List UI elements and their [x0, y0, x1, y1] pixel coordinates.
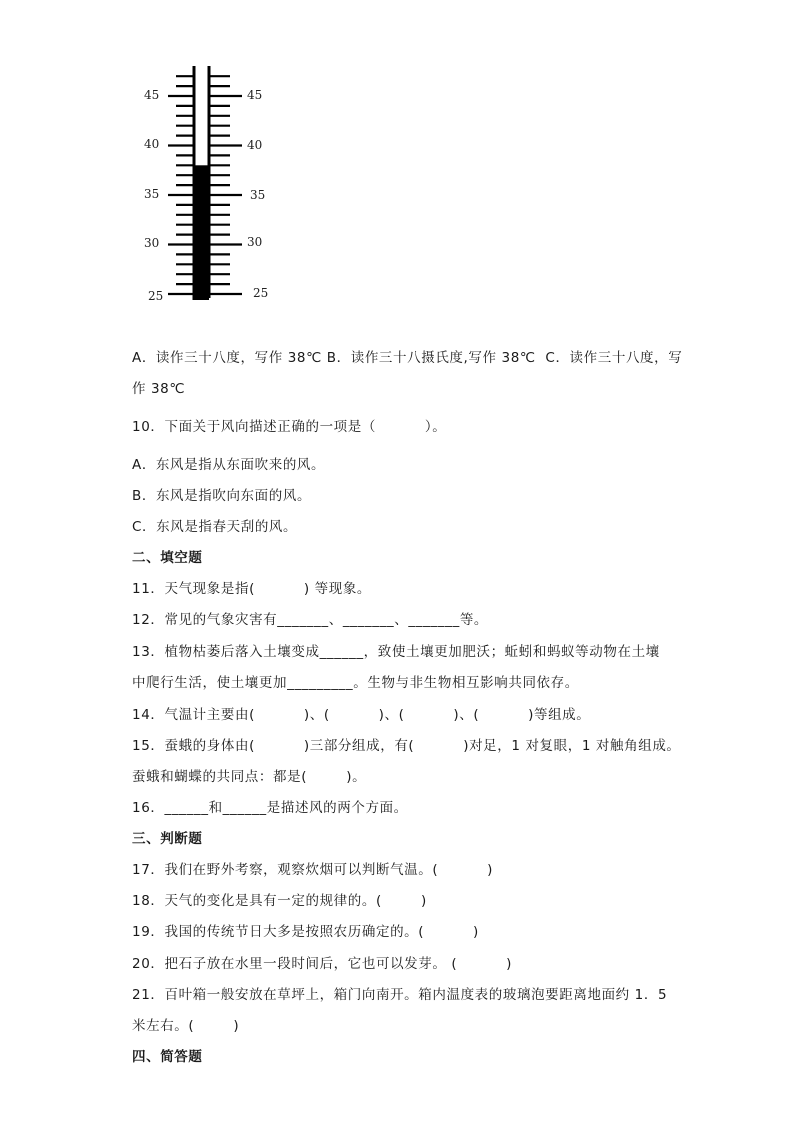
- question-15-continuation: 蚕蛾和蝴蝶的共同点：都是( )。: [132, 769, 367, 785]
- q10-option-c: C．东风是指春天刮的风。: [132, 519, 298, 535]
- q9-options-line: A．读作三十八度，写作 38℃ B．读作三十八摄氏度,写作 38℃ C．读作三十八度，写: [132, 350, 683, 366]
- question-12: 12．常见的气象灾害有_______、_______、_______等。: [132, 612, 489, 628]
- question-17: 17．我们在野外考察，观察炊烟可以判断气温。( ): [132, 862, 494, 878]
- thermometer-label-right-35: 35: [250, 188, 266, 202]
- q9-options-continuation: 作 38℃: [132, 381, 186, 397]
- thermometer-label-left-35: 35: [144, 187, 160, 201]
- question-20: 20．把石子放在水里一段时间后，它也可以发芽。 ( ): [132, 956, 513, 972]
- section-heading-true-false: 三、判断题: [132, 831, 203, 847]
- thermometer-label-right-30: 30: [247, 235, 263, 249]
- thermometer-label-left-40: 40: [144, 137, 160, 151]
- section-heading-short-answer: 四、简答题: [132, 1049, 203, 1065]
- question-21: 21．百叶箱一般安放在草坪上，箱门向南开。箱内温度表的玻璃泡要距离地面约 1．5: [132, 987, 668, 1003]
- thermometer-label-left-30: 30: [144, 236, 160, 250]
- thermometer-figure: [130, 58, 290, 308]
- question-15: 15．蚕蛾的身体由( )三部分组成，有( )对足，1 对复眼，1 对触角组成。: [132, 738, 681, 754]
- question-18: 18．天气的变化是具有一定的规律的。( ): [132, 893, 427, 909]
- thermometer-label-left-45: 45: [144, 88, 160, 102]
- section-heading-fill-blank: 二、填空题: [132, 550, 203, 566]
- q10-option-a: A．东风是指从东面吹来的风。: [132, 457, 326, 473]
- thermometer-label-right-40: 40: [247, 138, 263, 152]
- question-13-continuation: 中爬行生活，使土壤更加_________。生物与非生物相互影响共同依存。: [132, 675, 579, 691]
- thermometer-label-left-25: 25: [148, 289, 164, 303]
- thermometer-label-right-45: 45: [247, 88, 263, 102]
- q10-option-b: B．东风是指吹向东面的风。: [132, 488, 312, 504]
- question-14: 14．气温计主要由( )、( )、( )、( )等组成。: [132, 707, 591, 723]
- question-21-continuation: 米左右。( ): [132, 1018, 240, 1034]
- question-11: 11．天气现象是指( ) 等现象。: [132, 581, 372, 597]
- question-13: 13．植物枯萎后落入土壤变成______，致使土壤更加肥沃；蚯蚓和蚂蚁等动物在土壤: [132, 644, 660, 660]
- question-19: 19．我国的传统节日大多是按照农历确定的。( ): [132, 924, 479, 940]
- thermometer-label-right-25: 25: [253, 286, 269, 300]
- question-16: 16．______和______是描述风的两个方面。: [132, 800, 408, 816]
- mercury-column: [194, 165, 209, 300]
- question-10: 10．下面关于风向描述正确的一项是（ ）。: [132, 419, 447, 435]
